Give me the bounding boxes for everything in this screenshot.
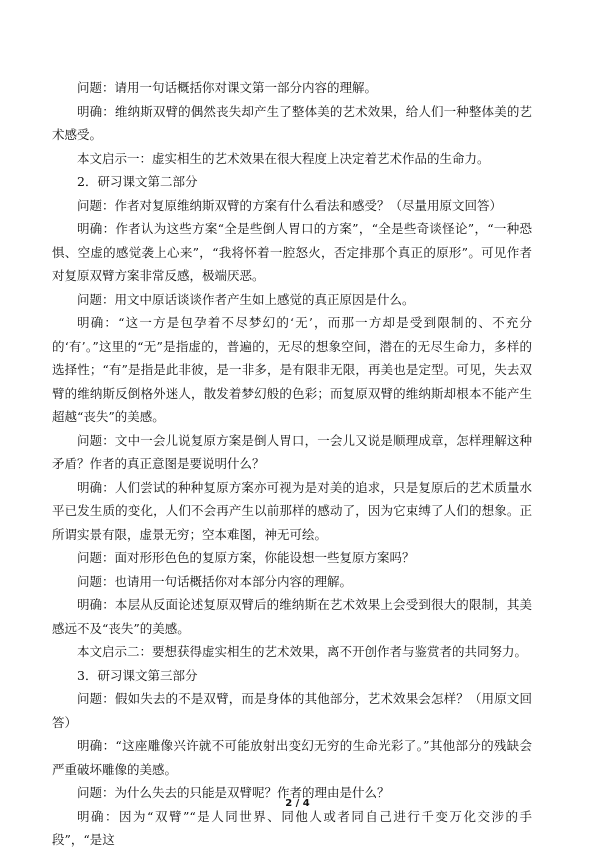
paragraph-2: 明确：维纳斯双臂的偶然丧失却产生了整体美的艺术效果，给人们一种整体美的艺术感受。 <box>52 103 532 142</box>
paragraph-1: 问题：请用一句话概括你对课文第一部分内容的理解。 <box>77 80 378 95</box>
paragraph-8: 明确：“这一方是包孕着不尽梦幻的‘无’，而那一方却是受到限制的、不充分的‘有’。”这里的“无”是指虚的，普遍的，无尽的想象空间，潜在的无尽生命力，多样的选择性；“有”是指是此非彼，是一非多，是有限非无限，再美也是定型。可见，失去双臂的维纳斯反倒格外迷人，散发着梦幻般的色彩；而复原双臂的维纳斯却根本不能产生超越“丧失”的美感。 <box>52 315 532 424</box>
paragraph-13: 明确：本层从反面论述复原双臂后的维纳斯在艺术效果上会受到很大的限制，其美感远不及“丧失”的美感。 <box>52 597 532 636</box>
paragraph-16: 问题：假如失去的不是双臂，而是身体的其他部分，艺术效果会怎样？（用原文回答） <box>52 691 532 730</box>
paragraph-12: 问题：也请用一句话概括你对本部分内容的理解。 <box>77 573 353 589</box>
paragraph-5: 问题：作者对复原维纳斯双臂的方案有什么看法和感受？（尽量用原文回答） <box>77 197 503 213</box>
paragraph-14: 本文启示二：要想获得虚实相生的艺术效果，离不开创作者与鉴赏者的共同努力。 <box>77 644 528 659</box>
paragraph-7: 问题：用文中原话谈谈作者产生如上感觉的真正原因是什么。 <box>77 291 415 307</box>
paragraph-17: 明确：“这座雕像兴许就不可能放射出变幻无穷的生命光彩了。”其他部分的残缺会严重破坏雕像的美感。 <box>52 738 532 777</box>
paragraph-18: 问题：为什么失去的只能是双臂呢？作者的理由是什么？ <box>77 785 390 800</box>
paragraph-10: 明确：人们尝试的种种复原方案亦可视为是对美的追求，只是复原后的艺术质量水平已发生质的变化，人们不会再产生以前那样的感动了，因为它束缚了人们的想象。正所谓实景有限，虚景无穷；空本难图，神无可绘。 <box>52 479 532 542</box>
section-heading-3: 3．研习课文第三部分 <box>77 667 198 683</box>
paragraph-19: 明确：因为“双臂”“是人同世界、同他人或者同自己进行千变万化交涉的手段”，“是这 <box>52 808 532 847</box>
paragraph-3: 本文启示一：虚实相生的艺术效果在很大程度上决定着艺术作品的生命力。 <box>77 150 490 166</box>
paragraph-11: 问题：面对形形色色的复原方案，你能设想一些复原方案吗？ <box>77 550 415 565</box>
paragraph-6: 明确：作者认为这些方案“全是些倒人胃口的方案”，“全是些奇谈怪论”，“一种恐惧、空虚的感觉袭上心来”，“我将怀着一腔怒火，否定排那个真正的原形”。可见作者对复原双臂方案非常反感，极端厌恶。 <box>52 221 532 283</box>
page-number: 2 / 4 <box>285 798 310 809</box>
section-heading-2: 2．研习课文第二部分 <box>77 174 198 189</box>
paragraph-9: 问题：文中一会儿说复原方案是倒人胃口，一会儿又说是顺理成章，怎样理解这种矛盾？作者的真正意图是要说明什么？ <box>52 432 532 471</box>
